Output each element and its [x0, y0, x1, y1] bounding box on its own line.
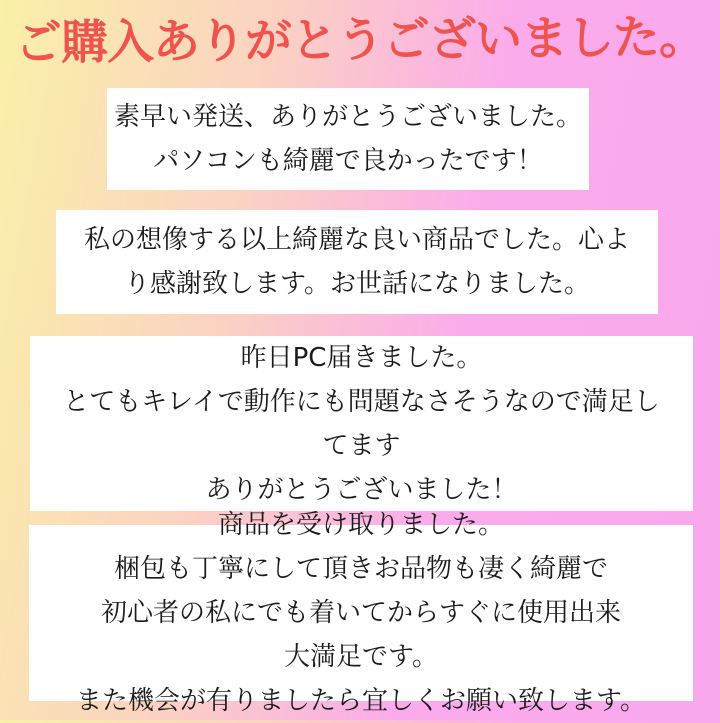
review-line: パソコンも綺麗で良かったです！	[153, 146, 543, 176]
review-line: 大満足です。	[284, 642, 438, 672]
review-line: 商品を受け取りました。	[217, 510, 504, 540]
review-line: 梱包も丁寧にして頂きお品物も凄く綺麗で	[113, 554, 608, 584]
review-line: り感謝致します。お世話になりました。	[124, 269, 590, 299]
review-line: 私の想像する以上綺麗な良い商品でした。心よ	[83, 225, 630, 255]
review-line: とてもキレイで動作にも問題なさそうなので満足し	[63, 386, 660, 417]
review-line: ありがとうございました！	[205, 474, 518, 505]
review-card	[30, 336, 693, 511]
review-line: また機会が有りましたら宜しくお願い致します。	[76, 686, 646, 716]
review-line: 素早い発送、ありがとうございました。	[113, 102, 582, 132]
review-line: 昨日PC届きました。	[240, 342, 483, 373]
review-line: てます	[322, 430, 401, 461]
review-card	[107, 88, 589, 190]
review-card	[29, 510, 693, 716]
page-title: ご購入ありがとうございました。	[14, 9, 706, 72]
review-card	[56, 210, 658, 314]
review-line: 初心者の私にでも着いてからすぐに使用出来	[100, 598, 621, 628]
